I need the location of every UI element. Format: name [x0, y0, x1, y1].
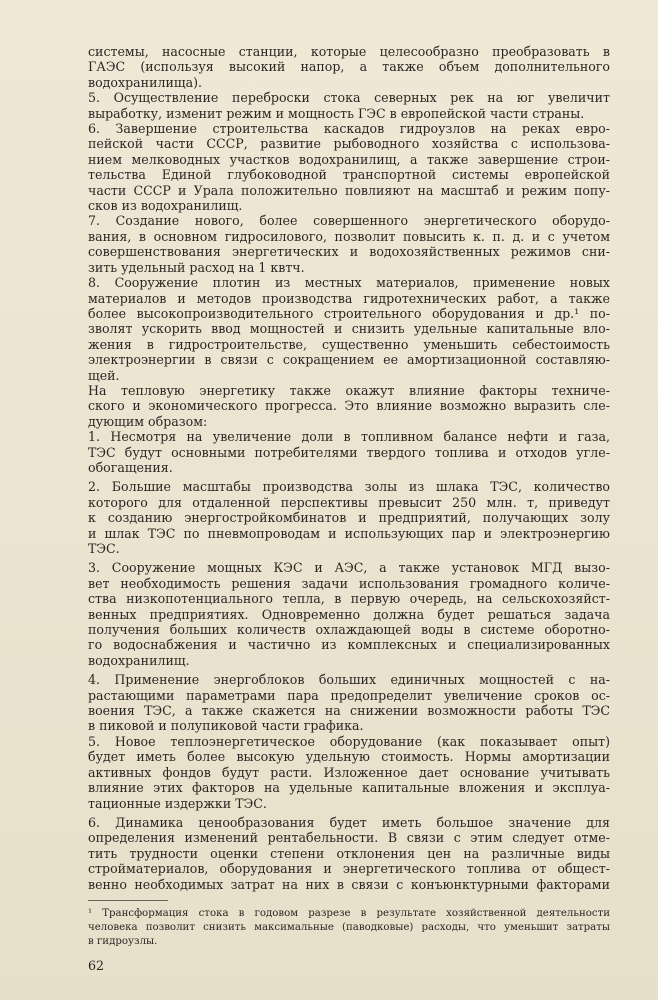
text-line: сков из водохранилищ.	[88, 198, 243, 214]
text-line: более высокопроизводительного строительного оборудования и др.¹ по-	[88, 305, 610, 321]
text-line: воения ТЭС, а также скажется на снижении возможности работы ТЭС	[88, 703, 610, 719]
text-line: го водоснабжения и частично из комплексных и специализированных	[88, 637, 610, 653]
text-line: щей.	[88, 367, 120, 383]
text-line: вания, в основном гидросилового, позволит повысить к. п. д. и с учетом	[88, 228, 610, 244]
text-line: вет необходимость решения задачи использования громадного количе-	[88, 575, 610, 591]
text-line: жения в гидростроительстве, существенно уменьшить себестоимость	[88, 336, 610, 352]
text-line: в пиковой и полупиковой части графика.	[88, 718, 364, 734]
text-line: 1. Несмотря на увеличение доли в топливном балансе нефти и газа,	[88, 429, 610, 445]
footnote-line: ¹ Трансформация стока в годовом разрезе в результате хозяйственной деятельности	[88, 908, 610, 919]
text-line: ТЭС будут основными потребителями твердого топлива и отходов угле-	[88, 444, 610, 460]
text-line: влияние этих факторов на удельные капитальные вложения и эксплуа-	[88, 780, 610, 796]
text-line: ГАЭС (используя высокий напор, а также объем дополнительного	[88, 59, 610, 75]
text-line: 6. Динамика ценообразования будет иметь большое значение для	[88, 814, 610, 830]
text-line: тить трудности оценки степени отклонения цен на различные виды	[88, 845, 610, 861]
text-line: 4. Применение энергоблоков больших единичных мощностей с на-	[88, 672, 610, 688]
text-line: 6. Завершение строительства каскадов гидроузлов на реках евро-	[88, 121, 610, 137]
footnote-line: человека позволит снизить максимальные (паводковые) расходы, что уменьшит затраты	[88, 922, 610, 933]
text-line: 5. Новое теплоэнергетическое оборудование (как показывает опыт)	[88, 733, 610, 749]
text-line: получения больших количеств охлаждающей воды в системе оборотно-	[88, 622, 610, 638]
text-line: водохранилищ.	[88, 652, 190, 668]
text-line: стройматериалов, оборудования и энергетического топлива от общест-	[88, 861, 610, 877]
text-line: зить удельный расход на 1 квтч.	[88, 259, 305, 275]
text-line: выработку, изменит режим и мощность ГЭС в европейской части страны.	[88, 105, 585, 121]
text-line: которого для отдаленной перспективы превысит 250 млн. т, приведут	[88, 494, 610, 510]
body-text	[88, 44, 610, 892]
text-line: активных фондов будут расти. Изложенное дает основание учитывать	[88, 764, 610, 780]
text-line: 5. Осуществление переброски стока северных рек на юг увеличит	[88, 90, 610, 106]
text-line: тационные издержки ТЭС.	[88, 795, 267, 811]
text-line: пейской части СССР, развитие рыбоводного хозяйства с использова-	[88, 136, 610, 152]
text-line: тельства Единой глубоководной транспортной системы европейской	[88, 167, 610, 183]
page-number: 62	[88, 958, 105, 973]
text-line: ства низкопотенциального тепла, в первую очередь, на сельскохозяйст-	[88, 591, 610, 607]
text-line: ского и экономического прогресса. Это влияние возможно выразить сле-	[88, 398, 610, 414]
footnote	[88, 907, 610, 949]
text-line: определения изменений рентабельности. В связи с этим следует отме-	[88, 830, 610, 846]
text-line: к созданию энергостройкомбинатов и предприятий, получающих золу	[88, 510, 610, 526]
text-line: электроэнергии в связи с сокращением ее амортизационной составляю-	[88, 352, 610, 368]
text-line: совершенствования энергетических и водохозяйственных режимов сни-	[88, 244, 610, 260]
text-line: венно необходимых затрат на них в связи с конъюнктурными факторами	[88, 876, 610, 892]
text-line: 8. Сооружение плотин из местных материалов, применение новых	[88, 275, 610, 291]
text-line: 7. Создание нового, более совершенного энергетического оборудо-	[88, 213, 610, 229]
text-line: системы, насосные станции, которые целесообразно преобразовать в	[88, 44, 610, 59]
text-line: ТЭС.	[88, 541, 120, 556]
text-line: материалов и методов производства гидротехнических работ, а также	[88, 290, 610, 306]
text-line: 3. Сооружение мощных КЭС и АЭС, а также установок МГД вызо-	[88, 560, 610, 576]
text-line: будет иметь более высокую удельную стоимость. Нормы амортизации	[88, 749, 610, 765]
text-line: растающими параметрами пара предопределит увеличение сроков ос-	[88, 687, 610, 703]
text-line: водохранилища).	[88, 74, 202, 90]
text-line: дующим образом:	[88, 413, 208, 429]
footnote-separator	[88, 900, 168, 901]
text-line: части СССР и Урала положительно повлияют на масштаб и режим попу-	[88, 182, 610, 198]
text-line: зволят ускорить ввод мощностей и снизить удельные капитальные вло-	[88, 321, 610, 337]
text-line: 2. Большие масштабы производства золы из шлака ТЭС, количество	[88, 479, 610, 495]
footnote-line: в гидроузлы.	[88, 936, 158, 947]
text-line: нием мелководных участков водохранилищ, а также завершение строи-	[88, 151, 610, 167]
text-line: и шлак ТЭС по пневмопроводам и использующих пар и электроэнергию	[88, 525, 610, 541]
text-line: обогащения.	[88, 459, 173, 475]
text-line: На тепловую энергетику также окажут влияние факторы техниче-	[88, 382, 610, 398]
text-line: венных предприятиях. Одновременно должна будет решаться задача	[88, 606, 610, 622]
